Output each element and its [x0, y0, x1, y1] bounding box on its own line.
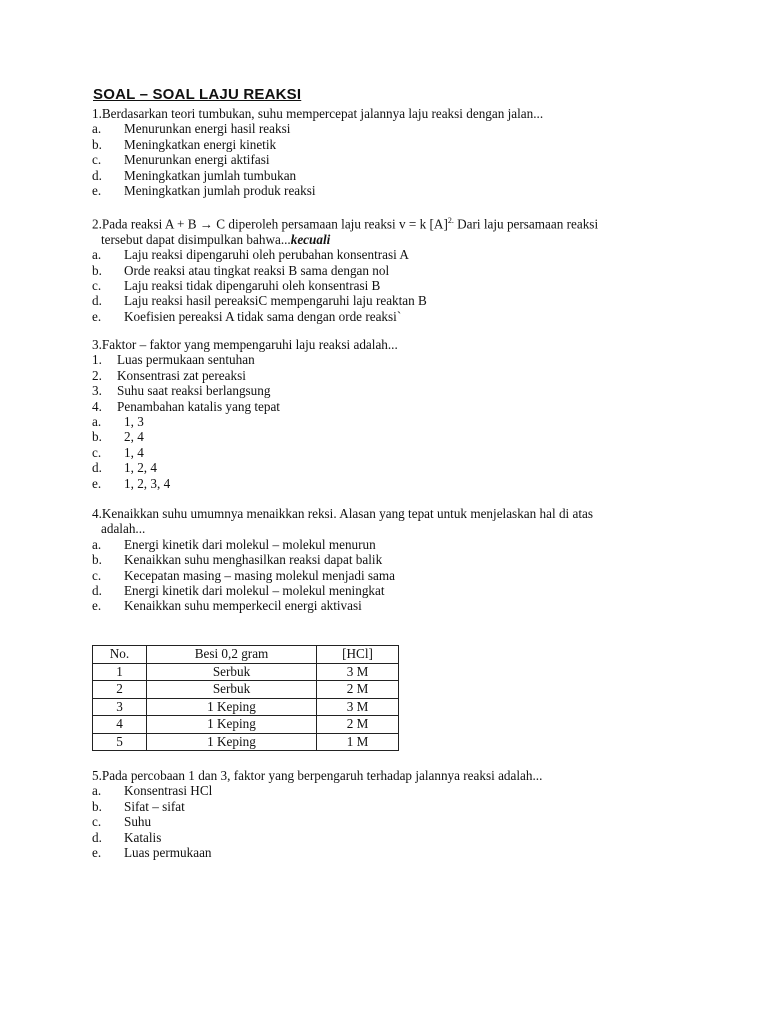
option-item	[92, 845, 692, 860]
option-text: Penambahan katalis yang tepat	[117, 398, 280, 414]
option-item	[92, 552, 692, 567]
option-letter: c.	[92, 152, 102, 168]
table-cell: 1 Keping	[147, 716, 317, 734]
option-letter: c.	[92, 278, 102, 294]
option-text: Kecepatan masing – masing molekul menjadi sama	[124, 567, 396, 583]
table-row	[93, 716, 399, 734]
option-text: Menurunkan energi hasil reaksi	[124, 121, 291, 137]
stem-text: tersebut dapat disimpulkan bahwa...	[101, 231, 291, 247]
option-text: 1, 3	[124, 414, 144, 430]
option-letter: d.	[92, 167, 102, 183]
option-letter: d.	[92, 460, 102, 476]
option-letter: 4.	[92, 398, 102, 414]
question-stem: 4.Kenaikkan suhu umumnya menaikkan reksi. Alasan yang tepat untuk menjelaskan hal di atas	[92, 506, 593, 521]
option-letter: b.	[92, 262, 102, 278]
option-text: Energi kinetik dari molekul – molekul menurun	[124, 536, 376, 552]
option-list	[92, 414, 692, 491]
question-stem-continued: adalah...	[101, 521, 146, 537]
option-letter: d.	[92, 829, 102, 845]
option-item	[92, 399, 692, 414]
option-text: Sifat – sifat	[124, 798, 185, 814]
option-letter: e.	[92, 845, 102, 861]
header-hcl: [HCl]	[317, 646, 399, 664]
option-text: Energi kinetik dari molekul – molekul meningkat	[124, 583, 385, 599]
table-row	[93, 698, 399, 716]
question-stem: 5.Pada percobaan 1 dan 3, faktor yang berpengaruh terhadap jalannya reaksi adalah...	[92, 768, 543, 783]
question-stem	[92, 213, 692, 232]
option-letter: b.	[92, 136, 102, 152]
option-text: Konsentrasi zat pereaksi	[117, 367, 246, 383]
option-item	[92, 263, 692, 278]
option-text: Menurunkan energi aktifasi	[124, 152, 270, 168]
option-item	[92, 137, 692, 152]
option-item	[92, 309, 692, 324]
option-item	[92, 278, 692, 293]
option-letter: b.	[92, 552, 102, 568]
option-item	[92, 830, 692, 845]
table-cell: Serbuk	[147, 663, 317, 681]
option-item	[92, 814, 692, 829]
option-text: Kenaikkan suhu memperkecil energi aktivasi	[124, 598, 362, 614]
table-row	[93, 733, 399, 751]
option-item	[92, 460, 692, 475]
option-text: Katalis	[124, 829, 162, 845]
option-item	[92, 383, 692, 398]
option-list	[92, 121, 692, 198]
table-row	[93, 681, 399, 699]
question-4	[92, 506, 692, 614]
option-text: 1, 2, 4	[124, 460, 157, 476]
option-letter: b.	[92, 429, 102, 445]
table-cell: Serbuk	[147, 681, 317, 699]
option-letter: b.	[92, 798, 102, 814]
question-1	[92, 106, 692, 198]
table-cell: 4	[93, 716, 147, 734]
option-text: Laju reaksi hasil pereaksiC mempengaruhi laju reaktan B	[124, 293, 427, 309]
option-item	[92, 121, 692, 136]
option-letter: a.	[92, 247, 102, 263]
table-cell: 2 M	[317, 716, 399, 734]
option-item	[92, 352, 692, 367]
option-text: Laju reaksi dipengaruhi oleh perubahan konsentrasi A	[124, 247, 409, 263]
option-item	[92, 799, 692, 814]
option-text: 1, 4	[124, 444, 144, 460]
option-letter: e.	[92, 183, 102, 199]
stem-text: Dari laju persamaan reaksi	[453, 216, 599, 232]
table-cell: 5	[93, 733, 147, 751]
option-letter: c.	[92, 567, 102, 583]
option-text: Konsentrasi HCl	[124, 783, 213, 799]
option-list	[92, 352, 692, 414]
option-item	[92, 568, 692, 583]
kecuali-emphasis: kecuali	[290, 231, 331, 247]
option-text: 2, 4	[124, 429, 144, 445]
superscript: 2.	[447, 216, 454, 225]
option-item	[92, 429, 692, 444]
option-letter: a.	[92, 536, 102, 552]
table-cell: 3 M	[317, 663, 399, 681]
option-letter: 3.	[92, 383, 102, 399]
option-letter: d.	[92, 583, 102, 599]
option-letter: a.	[92, 121, 102, 137]
option-letter: e.	[92, 308, 102, 324]
option-text: Suhu saat reaksi berlangsung	[117, 383, 271, 399]
option-item	[92, 293, 692, 308]
stem-text: 2.Pada reaksi A + B → C diperoleh persamaan laju reaksi v = k [A]	[92, 216, 448, 232]
option-item	[92, 368, 692, 383]
table-cell: 1 Keping	[147, 698, 317, 716]
option-text: Suhu	[124, 814, 152, 830]
option-item	[92, 583, 692, 598]
table-cell: 1 M	[317, 733, 399, 751]
question-stem: 1.Berdasarkan teori tumbukan, suhu mempercepat jalannya laju reaksi dengan jalan...	[92, 106, 544, 121]
table-cell: 1 Keping	[147, 733, 317, 751]
option-text: 1, 2, 3, 4	[124, 475, 171, 491]
option-text: Luas permukaan sentuhan	[117, 352, 255, 368]
question-5	[92, 768, 692, 860]
experiment-table	[92, 645, 399, 751]
option-item	[92, 247, 692, 262]
option-list	[92, 247, 692, 324]
question-3	[92, 337, 692, 491]
page-title: SOAL – SOAL LAJU REAKSI	[93, 86, 302, 103]
option-letter: 2.	[92, 367, 102, 383]
option-item	[92, 152, 692, 167]
option-letter: c.	[92, 814, 102, 830]
option-letter: e.	[92, 475, 102, 491]
option-item	[92, 445, 692, 460]
option-letter: a.	[92, 783, 102, 799]
question-stem: 3.Faktor – faktor yang mempengaruhi laju reaksi adalah...	[92, 337, 398, 352]
option-item	[92, 476, 692, 491]
question-2	[92, 213, 692, 324]
option-letter: c.	[92, 444, 102, 460]
option-item	[92, 168, 692, 183]
option-text: Luas permukaan	[124, 845, 212, 861]
question-stem-continued	[92, 232, 692, 247]
option-text: Laju reaksi tidak dipengaruhi oleh konsentrasi B	[124, 278, 381, 294]
option-letter: e.	[92, 598, 102, 614]
table-cell: 3	[93, 698, 147, 716]
option-letter: d.	[92, 293, 102, 309]
option-text: Meningkatkan energi kinetik	[124, 136, 277, 152]
option-text: Meningkatkan jumlah produk reaksi	[124, 183, 316, 199]
option-list	[92, 537, 692, 614]
table-cell: 2 M	[317, 681, 399, 699]
table-row	[93, 663, 399, 681]
option-text: Meningkatkan jumlah tumbukan	[124, 167, 297, 183]
option-item	[92, 414, 692, 429]
option-text: Orde reaksi atau tingkat reaksi B sama dengan nol	[124, 262, 390, 278]
table-cell: 3 M	[317, 698, 399, 716]
option-letter: a.	[92, 414, 102, 430]
option-text: Kenaikkan suhu menghasilkan reaksi dapat balik	[124, 552, 383, 568]
option-list	[92, 783, 692, 860]
table-cell: 1	[93, 663, 147, 681]
option-item	[92, 783, 692, 798]
table-cell: 2	[93, 681, 147, 699]
header-besi: Besi 0,2 gram	[147, 646, 317, 664]
option-text: Koefisien pereaksi A tidak sama dengan orde reaksi`	[124, 308, 402, 324]
option-item	[92, 183, 692, 198]
table-header-row	[93, 646, 399, 664]
option-letter: 1.	[92, 352, 102, 368]
option-item	[92, 537, 692, 552]
header-no: No.	[93, 646, 147, 664]
option-item	[92, 598, 692, 613]
